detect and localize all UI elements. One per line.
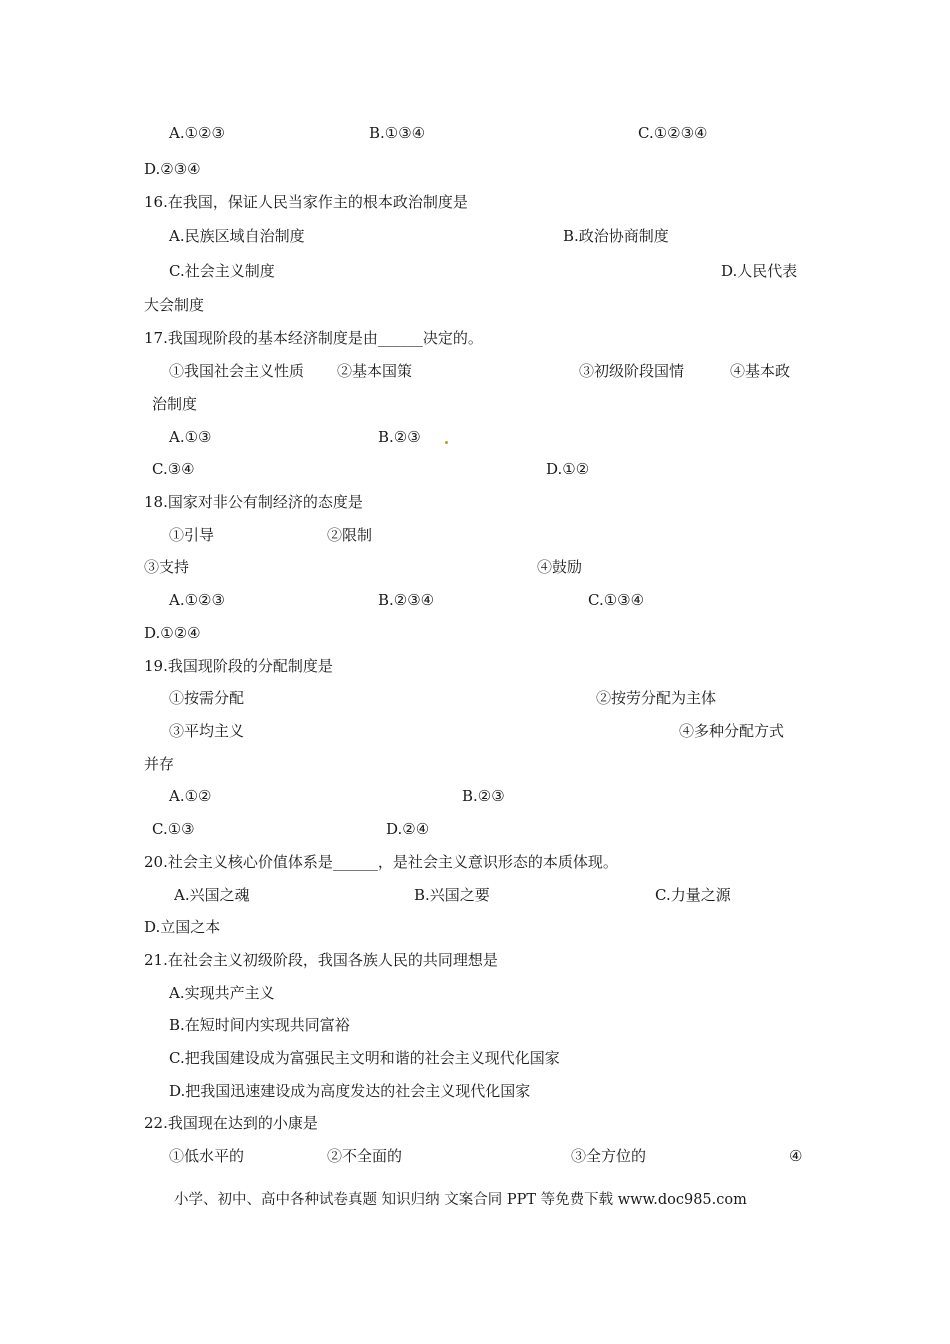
q19-option-d: D.②④	[386, 820, 430, 838]
q18-item-3: ③支持	[144, 558, 190, 576]
q15-option-a: A.①②③	[169, 124, 225, 142]
q19-item-1: ①按需分配	[169, 689, 245, 707]
q16-option-a: A.民族区域自治制度	[169, 227, 305, 245]
q16-option-d-continued: 大会制度	[144, 296, 205, 314]
q19-option-b: B.②③	[462, 787, 505, 805]
q21-stem: 21.在社会主义初级阶段，我国各族人民的共同理想是	[144, 951, 498, 969]
q15-option-d: D.②③④	[144, 160, 201, 178]
q20-stem: 20.社会主义核心价值体系是______，是社会主义意识形态的本质体现。	[144, 853, 618, 871]
q20-option-a: A.兴国之魂	[174, 886, 250, 904]
q22-item-2: ②不全面的	[327, 1147, 403, 1165]
q16-stem: 16.在我国，保证人民当家作主的根本政治制度是	[144, 193, 468, 211]
q18-item-1: ①引导	[169, 526, 215, 544]
q17-option-b: B.②③	[378, 428, 421, 446]
q18-stem: 18.国家对非公有制经济的态度是	[144, 493, 363, 511]
q17-item-1: ①我国社会主义性质	[169, 362, 305, 380]
q17-option-a: A.①③	[169, 428, 212, 446]
q22-item-1: ①低水平的	[169, 1147, 245, 1165]
q18-item-4: ④鼓励	[537, 558, 583, 576]
stray-dot-mark	[445, 441, 448, 444]
q17-item-3: ③初级阶段国情	[579, 362, 685, 380]
q18-option-b: B.②③④	[378, 591, 435, 609]
q19-option-c: C.①③	[152, 820, 195, 838]
q19-item-3: ③平均主义	[169, 722, 245, 740]
q22-stem: 22.我国现在达到的小康是	[144, 1114, 318, 1132]
q17-option-c: C.③④	[152, 460, 195, 478]
q17-item-2: ②基本国策	[337, 362, 413, 380]
q17-stem: 17.我国现阶段的基本经济制度是由______决定的。	[144, 329, 483, 347]
q17-item-4: ④基本政	[730, 362, 791, 380]
q17-option-d: D.①②	[546, 460, 590, 478]
q19-stem: 19.我国现阶段的分配制度是	[144, 657, 333, 675]
q16-option-b: B.政治协商制度	[563, 227, 669, 245]
q21-option-d: D.把我国迅速建设成为高度发达的社会主义现代化国家	[169, 1082, 531, 1100]
q15-option-b: B.①③④	[369, 124, 426, 142]
page-footer: 小学、初中、高中各种试卷真题 知识归纳 文案合同 PPT 等免费下载 www.doc985.com	[174, 1192, 747, 1208]
q17-item-4-continued: 治制度	[152, 395, 198, 413]
q16-option-d: D.人民代表	[721, 262, 798, 280]
q18-option-a: A.①②③	[169, 591, 225, 609]
q20-option-c: C.力量之源	[655, 886, 731, 904]
q18-option-c: C.①③④	[588, 591, 645, 609]
q18-item-2: ②限制	[327, 526, 373, 544]
q15-option-c: C.①②③④	[638, 124, 708, 142]
q16-option-c: C.社会主义制度	[169, 262, 275, 280]
q19-item-2: ②按劳分配为主体	[596, 689, 717, 707]
q19-option-a: A.①②	[169, 787, 212, 805]
q20-option-b: B.兴国之要	[414, 886, 490, 904]
q21-option-c: C.把我国建设成为富强民主文明和谐的社会主义现代化国家	[169, 1049, 560, 1067]
q21-option-a: A.实现共产主义	[169, 984, 275, 1002]
q22-item-3: ③全方位的	[571, 1147, 647, 1165]
q21-option-b: B.在短时间内实现共同富裕	[169, 1016, 350, 1034]
q19-item-4-continued: 并存	[144, 755, 175, 773]
q20-option-d: D.立国之本	[144, 918, 221, 936]
q19-item-4: ④多种分配方式	[679, 722, 785, 740]
q22-item-4: ④	[789, 1147, 803, 1165]
q18-option-d: D.①②④	[144, 624, 201, 642]
